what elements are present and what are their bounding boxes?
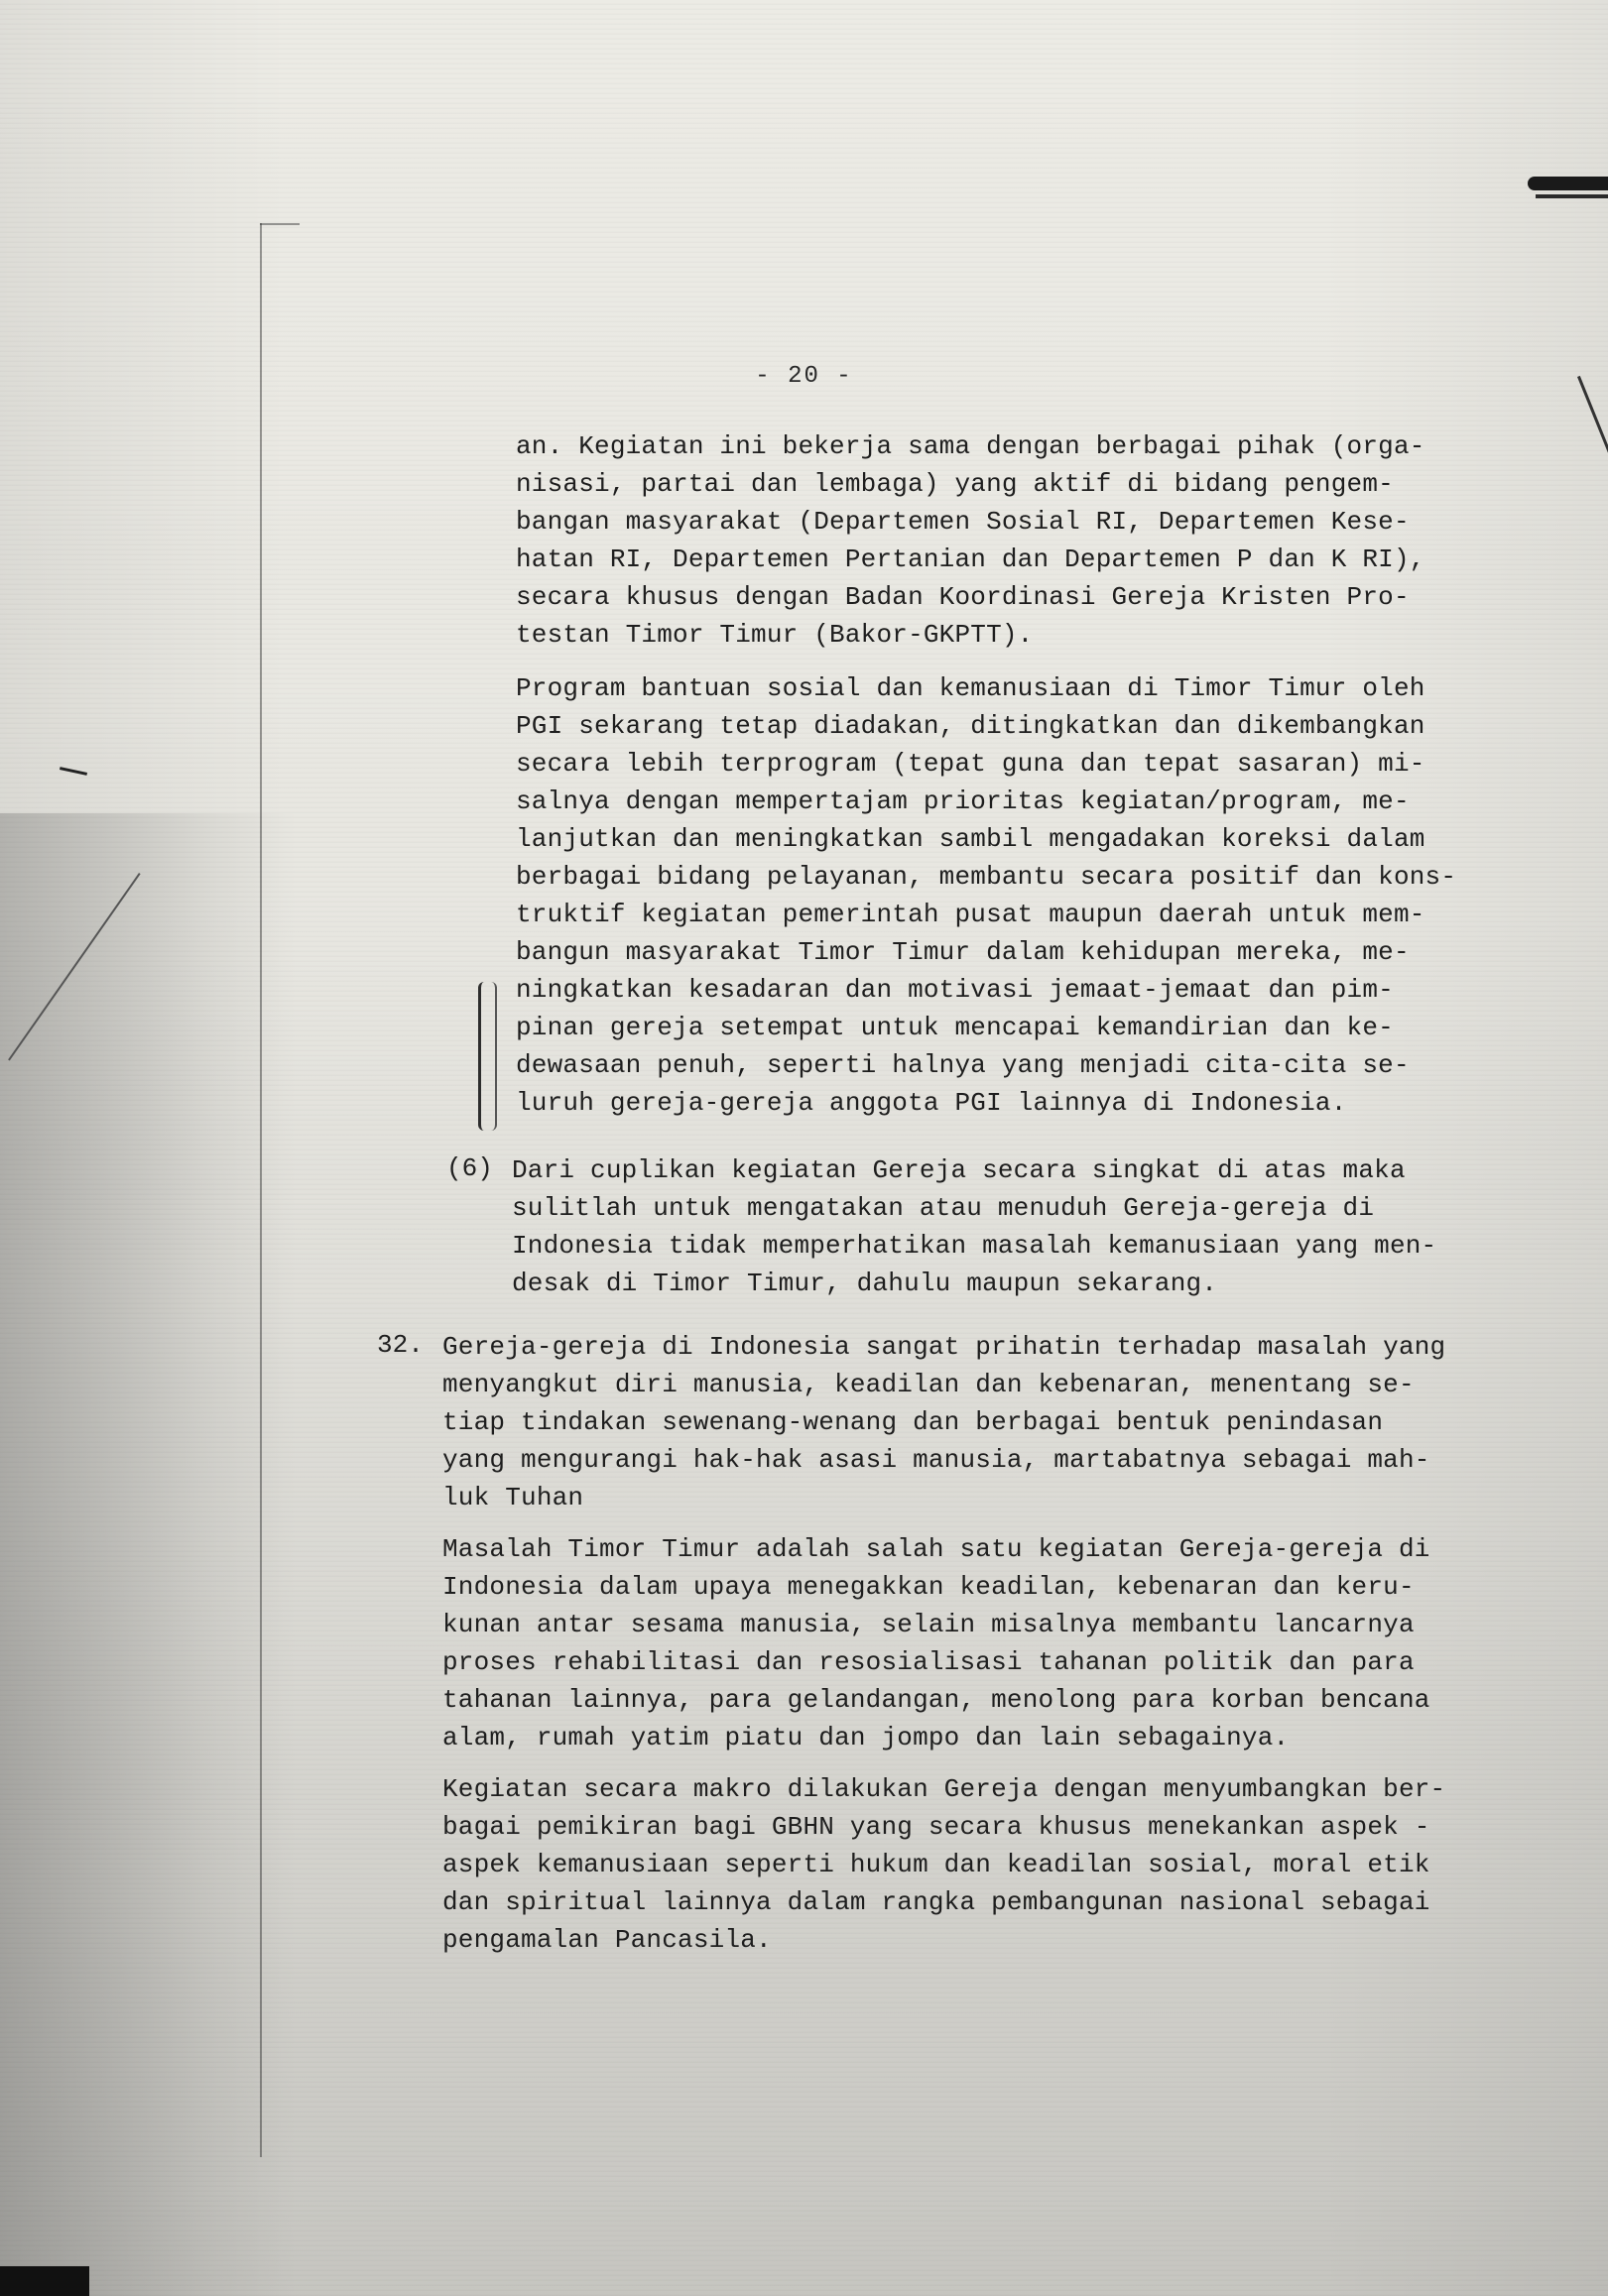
text-line: bangan masyarakat (Departemen Sosial RI, Departemen Kese- — [516, 507, 1410, 537]
text-line: Indonesia dalam upaya menegakkan keadilan, kebenaran dan keru- — [442, 1572, 1415, 1602]
text-line: PGI sekarang tetap diadakan, ditingkatkan dan dikembangkan — [516, 711, 1425, 741]
text-line: testan Timor Timur (Bakor-GKPTT). — [516, 620, 1034, 650]
text-line: tiap tindakan sewenang-wenang dan berbagai bentuk penindasan — [442, 1407, 1384, 1437]
text-line: kunan antar sesama manusia, selain misalnya membantu lancarnya — [442, 1610, 1415, 1639]
item-marker-32: 32. — [377, 1330, 424, 1360]
text-line: proses rehabilitasi dan resosialisasi tahanan politik dan para — [442, 1647, 1415, 1677]
text-line: bangun masyarakat Timor Timur dalam kehidupan mereka, me- — [516, 937, 1410, 967]
text-line: salnya dengan mempertajam prioritas kegiatan/program, me- — [516, 786, 1410, 816]
text-line: menyangkut diri manusia, keadilan dan kebenaran, menentang se- — [442, 1370, 1415, 1399]
text-line: Gereja-gereja di Indonesia sangat prihatin terhadap masalah yang — [442, 1332, 1446, 1362]
text-line: Program bantuan sosial dan kemanusiaan di Timor Timur oleh — [516, 673, 1425, 703]
text-line: berbagai bidang pelayanan, membantu secara positif dan kons- — [516, 862, 1457, 892]
text-line: sulitlah untuk mengatakan atau menuduh Gereja-gereja di — [512, 1193, 1375, 1223]
text-line: aspek kemanusiaan seperti hukum dan keadilan sosial, moral etik — [442, 1850, 1430, 1879]
text-line: alam, rumah yatim piatu dan jompo dan lain sebagainya. — [442, 1723, 1290, 1752]
scan-edge-line — [260, 223, 262, 2157]
binder-clip-mark — [1528, 177, 1608, 190]
text-line: bagai pemikiran bagi GBHN yang secara khusus menekankan aspek - — [442, 1812, 1430, 1842]
text-line: luk Tuhan — [442, 1483, 584, 1512]
margin-bracket-annotation — [478, 982, 497, 1131]
text-line: an. Kegiatan ini bekerja sama dengan berbagai pihak (orga- — [516, 431, 1425, 461]
text-line: secara khusus dengan Badan Koordinasi Gereja Kristen Pro- — [516, 582, 1410, 612]
text-line: Masalah Timor Timur adalah salah satu kegiatan Gereja-gereja di — [442, 1534, 1430, 1564]
text-line: tahanan lainnya, para gelandangan, menolong para korban bencana — [442, 1685, 1430, 1715]
scan-edge-corner — [260, 223, 300, 225]
text-line: lanjutkan dan meningkatkan sambil mengadakan koreksi dalam — [516, 824, 1425, 854]
text-line: dewasaan penuh, seperti halnya yang menjadi cita-cita se- — [516, 1050, 1410, 1080]
scan-diagonal-mark — [1577, 376, 1608, 487]
text-line: dan spiritual lainnya dalam rangka pembangunan nasional sebagai — [442, 1887, 1430, 1917]
text-line: secara lebih terprogram (tepat guna dan tepat sasaran) mi- — [516, 749, 1425, 779]
scan-corner-shadow — [0, 2266, 89, 2296]
text-line: Indonesia tidak memperhatikan masalah kemanusiaan yang men- — [512, 1231, 1437, 1261]
text-line: truktif kegiatan pemerintah pusat maupun daerah untuk mem- — [516, 900, 1425, 929]
binder-clip-shadow — [1536, 194, 1608, 198]
page-number: - 20 - — [755, 363, 853, 390]
text-line: hatan RI, Departemen Pertanian dan Departemen P dan K RI), — [516, 544, 1425, 574]
text-line: pinan gereja setempat untuk mencapai kemandirian dan ke- — [516, 1013, 1394, 1042]
text-line: ningkatkan kesadaran dan motivasi jemaat-jemaat dan pim- — [516, 975, 1394, 1005]
text-line: pengamalan Pancasila. — [442, 1925, 772, 1955]
text-line: yang mengurangi hak-hak asasi manusia, martabatnya sebagai mah- — [442, 1445, 1430, 1475]
item-marker-6: (6) — [446, 1153, 493, 1183]
text-line: Dari cuplikan kegiatan Gereja secara singkat di atas maka — [512, 1155, 1406, 1185]
scan-diagonal-mark-left — [8, 873, 141, 1061]
margin-tick-mark — [60, 767, 87, 776]
scan-smudge — [0, 813, 298, 2296]
text-line: desak di Timor Timur, dahulu maupun sekarang. — [512, 1269, 1218, 1298]
text-line: luruh gereja-gereja anggota PGI lainnya di Indonesia. — [516, 1088, 1347, 1118]
text-line: nisasi, partai dan lembaga) yang aktif di bidang pengem- — [516, 469, 1394, 499]
text-line: Kegiatan secara makro dilakukan Gereja dengan menyumbangkan ber- — [442, 1774, 1446, 1804]
